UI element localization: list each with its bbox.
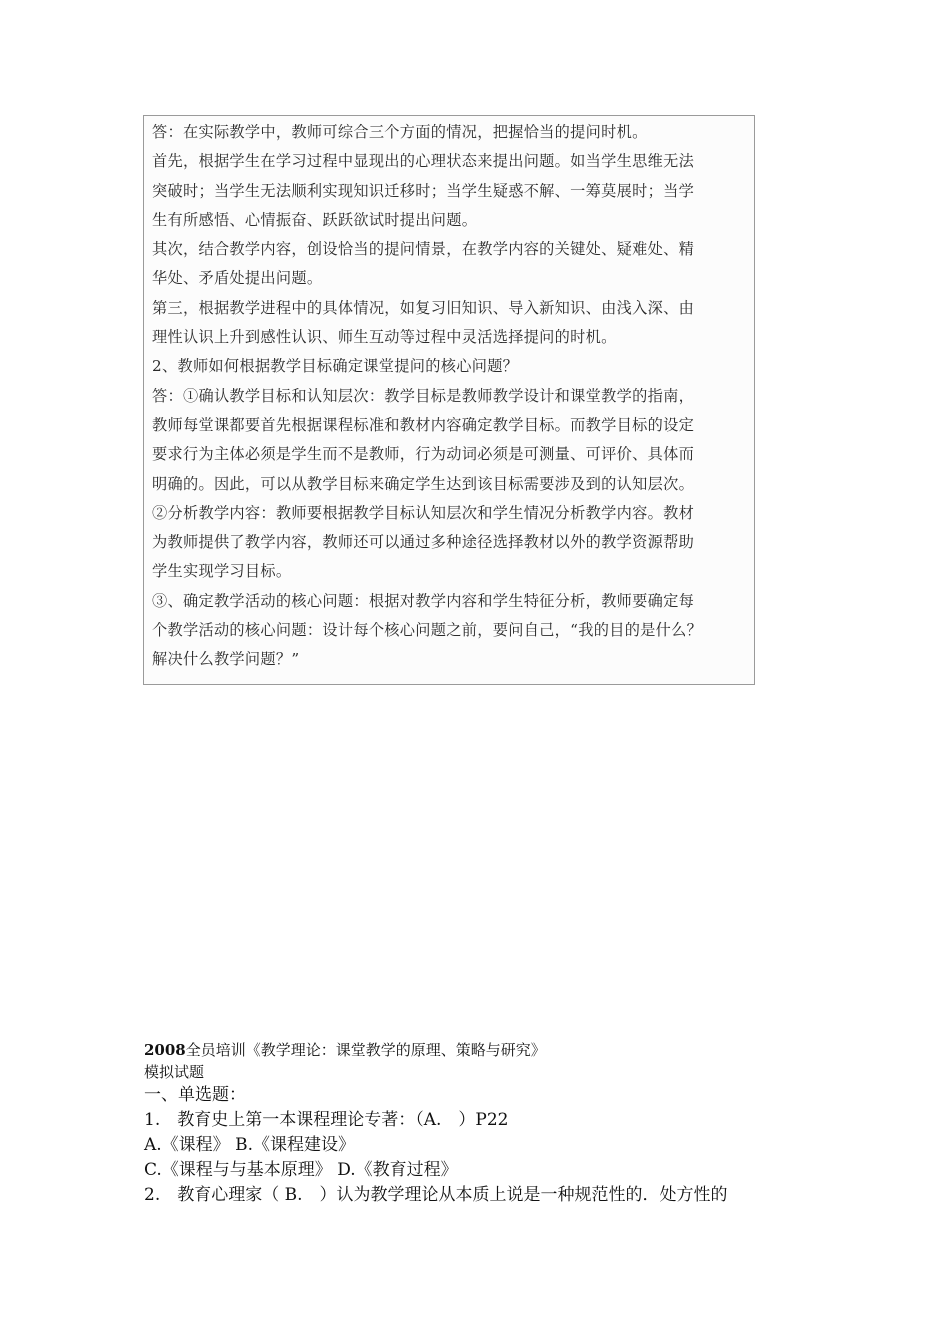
answer-line: 华处、矛盾处提出问题。 — [152, 269, 323, 288]
answer-line: 要求行为主体必须是学生而不是教师，行为动词必须是可测量、可评价、具体而 — [152, 445, 695, 464]
answer-line: 个教学活动的核心问题：设计每个核心问题之前，要问自己，“我的目的是什么？ — [152, 621, 703, 640]
answer-line: 生有所感悟、心情振奋、跃跃欲试时提出问题。 — [152, 210, 478, 229]
answer-line: 突破时；当学生无法顺利实现知识迁移时；当学生疑惑不解、一筹莫展时；当学 — [152, 181, 695, 200]
answer-line: 解决什么教学问题？” — [152, 650, 300, 669]
answer-line: 第三，根据教学进程中的具体情况，如复习旧知识、导入新知识、由浅入深、由 — [152, 298, 695, 317]
answer-line: 2、教师如何根据教学目标确定课堂提问的核心问题？ — [152, 357, 519, 376]
answer-line: 学生实现学习目标。 — [152, 562, 292, 581]
question-2: 2. 教育心理家（ B. ）认为教学理论从本质上说是一种规范性的．处方性的 — [144, 1185, 728, 1205]
question-1-options-cd: C.《课程与与基本原理》 D.《教育过程》 — [144, 1160, 458, 1180]
exam-section — [144, 1039, 844, 1208]
answer-line: 教师每堂课都要首先根据课程标准和教材内容确定教学目标。而教学目标的设定 — [152, 415, 695, 434]
answer-line: 答：①确认教学目标和认知层次：教学目标是教师教学设计和课堂教学的指南， — [152, 386, 695, 405]
answer-line: 理性认识上升到感性认识、师生互动等过程中灵活选择提问的时机。 — [152, 328, 617, 347]
answer-line: 答：在实际教学中，教师可综合三个方面的情况，把握恰当的提问时机。 — [152, 123, 648, 141]
answer-line: 明确的。因此，可以从教学目标来确定学生达到该目标需要涉及到的认知层次。 — [152, 474, 695, 493]
title-year: 2008 — [144, 1041, 186, 1059]
question-1: 1. 教育史上第一本课程理论专著：（A. ）P22 — [144, 1110, 509, 1130]
answer-line: 首先，根据学生在学习过程中显现出的心理状态来提出问题。如当学生思维无法 — [152, 152, 695, 171]
answer-text-box — [143, 115, 755, 685]
document-title — [144, 1039, 844, 1061]
answer-line: 其次，结合教学内容，创设恰当的提问情景，在教学内容的关键处、疑难处、精 — [152, 240, 695, 259]
question-1-options-ab: A.《课程》 B.《课程建设》 — [144, 1135, 355, 1155]
answer-line: ③、确定教学活动的核心问题：根据对教学内容和学生特征分析，教师要确定每 — [152, 591, 695, 610]
document-subtitle: 模拟试题 — [144, 1063, 205, 1081]
answer-line: 为教师提供了教学内容，教师还可以通过多种途径选择教材以外的教学资源帮助 — [152, 533, 695, 552]
answer-line: ②分析教学内容：教师要根据教学目标认知层次和学生情况分析教学内容。教材 — [152, 503, 695, 522]
title-text: 全员培训《教学理论：课堂教学的原理、策略与研究》 — [185, 1041, 546, 1059]
section-heading: 一、单选题： — [144, 1085, 246, 1105]
